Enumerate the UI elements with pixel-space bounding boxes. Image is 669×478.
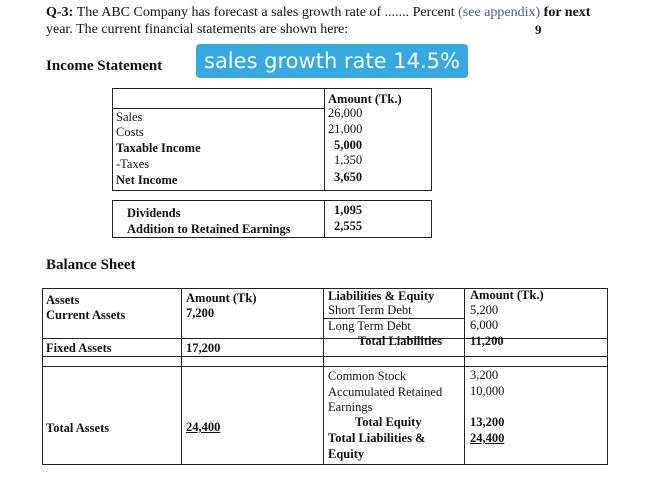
balance-sheet-col-border-1 [42,288,43,465]
income-table-bottom-border [112,190,432,191]
sales-value: 26,000 [328,106,363,120]
total-liab-equity-label: Total Liabilities & [328,431,426,445]
balance-sheet-col-border-4 [464,288,465,465]
retained-earnings-value: 2,555 [334,219,363,233]
income-table-row-divider [112,108,325,109]
dividends-table-mid-border [324,200,325,238]
income-table-left-border [112,88,113,191]
growth-rate-badge: sales growth rate 14.5% [196,44,468,78]
liabilities-amount-header: Amount (Tk.) [470,288,544,302]
income-table-right-border [431,88,432,191]
liabilities-header: Liabilities & Equity [328,289,435,303]
short-term-debt-value: 5,200 [470,303,499,317]
balance-sheet-bottom-border [42,464,608,465]
question-text-3: year. The current financial statements are shown here: [46,22,349,37]
dividends-value: 1,095 [334,203,363,217]
total-equity-label: Total Equity [355,415,422,429]
question-label: Q-3: [46,5,74,20]
balance-sheet-title: Balance Sheet [46,257,136,273]
assets-header: Assets [46,293,80,307]
question-text-1: The ABC Company has forecast a sales growth rate of ....... Percent [76,5,455,20]
taxes-label: -Taxes [116,157,150,171]
taxable-income-label: Taxable Income [116,141,201,155]
balance-sheet-col-border-2 [181,288,182,465]
total-assets-value: 24,400 [186,420,221,434]
fixed-assets-label: Fixed Assets [46,341,112,355]
income-table-mid-border [324,88,325,191]
dividends-table-bottom-border [112,237,432,238]
accumulated-retained-label-2: Earnings [328,400,373,414]
income-table-top-border [112,88,432,89]
taxes-value: 1,350 [334,153,363,167]
net-income-label: Net Income [116,173,178,187]
taxable-income-value: 5,000 [334,138,363,152]
total-equity-value: 13,200 [470,415,505,429]
assets-amount-header: Amount (Tk) [186,291,257,305]
costs-label: Costs [116,125,144,139]
dividends-label: Dividends [127,206,181,220]
balance-sheet-divider-3 [42,366,608,367]
total-liabilities-value: 11,200 [470,334,504,348]
balance-sheet-divider-1 [42,338,608,339]
fixed-assets-value: 17,200 [186,341,221,355]
question-number: 9 [535,22,542,37]
appendix-note: (see appendix) [458,5,541,20]
common-stock-label: Common Stock [328,369,407,383]
dividends-table-right-border [431,200,432,238]
accumulated-retained-label: Accumulated Retained [328,385,443,399]
total-liabilities-label: Total Liabilities [358,334,442,348]
long-term-debt-label: Long Term Debt [328,319,411,333]
current-assets-value: 7,200 [186,306,215,320]
long-term-debt-value: 6,000 [470,318,499,332]
dividends-table-left-border [112,200,113,238]
current-assets-label: Current Assets [46,308,126,322]
total-liab-equity-value: 24,400 [470,431,505,445]
income-statement-title: Income Statement [46,58,163,74]
short-term-debt-label: Short Term Debt [328,303,412,317]
dividends-table-top-border [112,200,432,201]
accumulated-retained-value: 10,000 [470,384,505,398]
income-amount-header: Amount (Tk.) [328,92,402,106]
question-text-2: for next [543,5,591,20]
net-income-value: 3,650 [334,170,363,184]
costs-value: 21,000 [328,122,363,136]
total-liab-equity-label-2: Equity [328,447,365,461]
retained-earnings-label: Addition to Retained Earnings [127,222,291,236]
balance-sheet-col-border-3 [323,288,324,465]
balance-sheet-divider-2 [42,356,608,357]
sales-label: Sales [116,110,143,124]
common-stock-value: 3,200 [470,368,499,382]
balance-sheet-col-border-5 [607,288,608,465]
total-assets-label: Total Assets [46,421,110,435]
question-text [46,4,646,38]
